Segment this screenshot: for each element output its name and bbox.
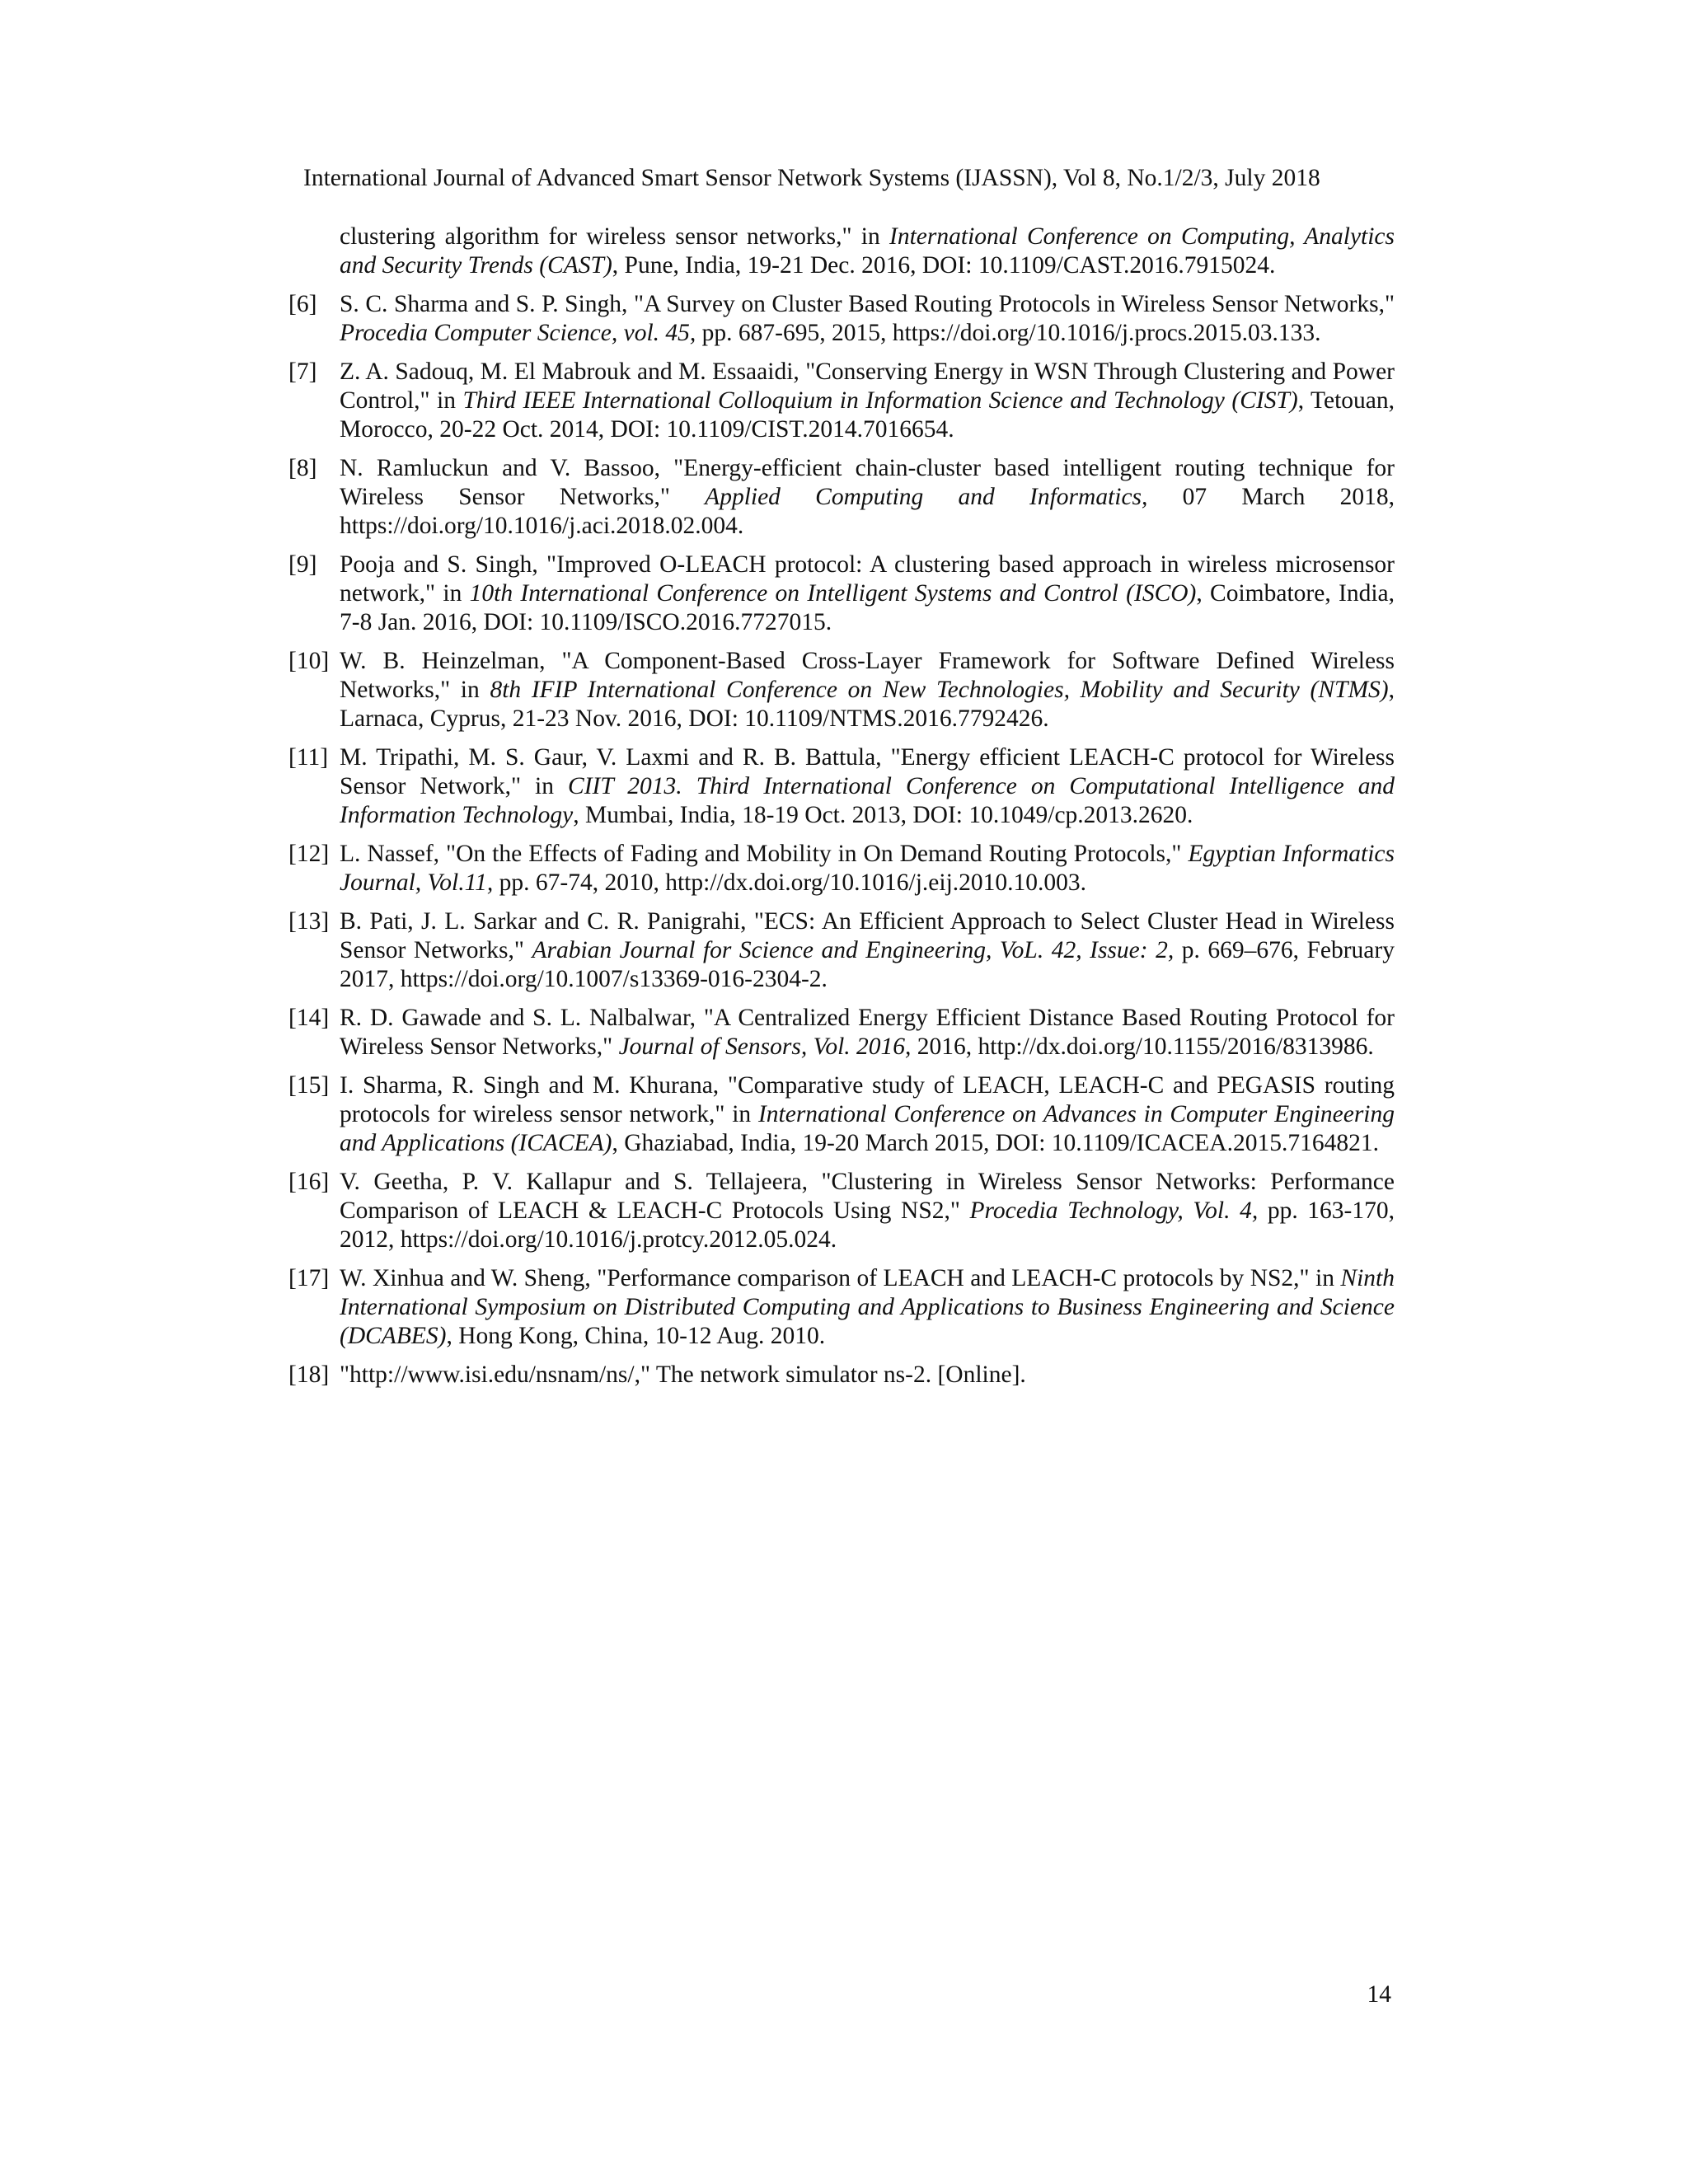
reference-number: [11] [288, 744, 329, 771]
reference-item [288, 1071, 1395, 1158]
reference-item [288, 551, 1395, 637]
reference-list [288, 223, 1395, 1399]
reference-text: M. Tripathi, M. S. Gaur, V. Laxmi and R. B. Battula, "Energy efficient LEACH-C protocol for Wireless Sensor Network," in [340, 744, 1395, 799]
reference-details: , Mumbai, India, 18-19 Oct. 2013, DOI: 10.1049/cp.2013.2620. [573, 802, 1193, 828]
reference-item [288, 840, 1395, 898]
reference-details: 2016, http://dx.doi.org/10.1155/2016/8313986. [911, 1033, 1374, 1060]
reference-details: p. 669–676, February 2017, https://doi.org/10.1007/s13369-016-2304-2. [340, 937, 1395, 992]
reference-text: S. C. Sharma and S. P. Singh, "A Survey on Cluster Based Routing Protocols in Wireless Sensor Networks," [340, 291, 1395, 317]
reference-venue: 8th IFIP International Conference on New Technologies, Mobility and Security (NTMS) [490, 677, 1389, 703]
reference-text: W. B. Heinzelman, "A Component-Based Cross-Layer Framework for Software Defined Wireless Networks," in [340, 648, 1395, 703]
reference-text: Z. A. Sadouq, M. El Mabrouk and M. Essaaidi, "Conserving Energy in WSN Through Clustering and Power Control," in [340, 359, 1395, 414]
reference-number: [15] [288, 1072, 330, 1099]
reference-venue: Procedia Computer Science, vol. 45, [340, 320, 696, 346]
reference-number: [8] [288, 455, 317, 481]
reference-venue: Arabian Journal for Science and Engineering, VoL. 42, Issue: 2, [532, 937, 1175, 963]
reference-number: [6] [288, 291, 317, 317]
reference-item [288, 358, 1395, 444]
reference-venue: International Conference on Advances in Computer Engineering and Applications (ICACEA) [340, 1101, 1395, 1156]
running-header: International Journal of Advanced Smart Sensor Network Systems (IJASSN), Vol 8, No.1/2/3, July 2018 [303, 165, 1320, 191]
reference-venue: CIIT 2013. Third International Conference on Computational Intelligence and Information Technology [340, 773, 1395, 828]
reference-number: [10] [288, 648, 330, 674]
reference-item [288, 743, 1395, 830]
reference-text: V. Geetha, P. V. Kallapur and S. Tellajeera, "Clustering in Wireless Sensor Networks: Performance Comparison of LEACH & LEACH-C Protocols Using NS2," [340, 1169, 1395, 1224]
reference-details: pp. 163-170, 2012, https://doi.org/10.1016/j.protcy.2012.05.024. [340, 1197, 1395, 1253]
reference-details: pp. 687-695, 2015, https://doi.org/10.1016/j.procs.2015.03.133. [696, 320, 1321, 346]
reference-item [288, 454, 1395, 541]
reference-number: [13] [288, 908, 330, 935]
reference-item [288, 223, 1395, 280]
reference-details: pp. 67-74, 2010, http://dx.doi.org/10.1016/j.eij.2010.10.003. [493, 869, 1087, 896]
reference-text: B. Pati, J. L. Sarkar and C. R. Panigrahi, "ECS: An Efficient Approach to Select Cluster Head in Wireless Sensor Networks," [340, 908, 1395, 963]
reference-details: 07 March 2018, https://doi.org/10.1016/j.aci.2018.02.004. [340, 484, 1395, 539]
page-number: 14 [1367, 1981, 1391, 2008]
reference-text: R. D. Gawade and S. L. Nalbalwar, "A Centralized Energy Efficient Distance Based Routing Protocol for Wireless Sensor Networks," [340, 1005, 1395, 1060]
reference-venue: Journal of Sensors, Vol. 2016, [618, 1033, 912, 1060]
reference-details: , Larnaca, Cyprus, 21-23 Nov. 2016, DOI: 10.1109/NTMS.2016.7792426. [340, 677, 1395, 732]
reference-venue: International Conference on Computing, Analytics and Security Trends (CAST) [340, 223, 1395, 279]
reference-venue: Procedia Technology, Vol. 4, [969, 1197, 1259, 1224]
reference-number: [16] [288, 1169, 330, 1195]
reference-details: , Coimbatore, India, 7-8 Jan. 2016, DOI: 10.1109/ISCO.2016.7727015. [340, 580, 1395, 635]
reference-details: , Hong Kong, China, 10-12 Aug. 2010. [446, 1323, 826, 1349]
reference-venue: Ninth International Symposium on Distributed Computing and Applications to Business Engineering and Science (DCABES) [340, 1265, 1395, 1349]
reference-details: , Ghaziabad, India, 19-20 March 2015, DOI: 10.1109/ICACEA.2015.7164821. [612, 1130, 1379, 1156]
reference-venue: 10th International Conference on Intelligent Systems and Control (ISCO) [469, 580, 1197, 607]
reference-text: W. Xinhua and W. Sheng, "Performance comparison of LEACH and LEACH-C protocols by NS2," in [340, 1265, 1341, 1291]
reference-text: L. Nassef, "On the Effects of Fading and Mobility in On Demand Routing Protocols," [340, 841, 1189, 867]
reference-item [288, 1264, 1395, 1351]
reference-venue: Applied Computing and Informatics, [705, 484, 1148, 510]
reference-details: , Tetouan, Morocco, 20-22 Oct. 2014, DOI: 10.1109/CIST.2014.7016654. [340, 387, 1395, 443]
reference-item [288, 290, 1395, 348]
reference-item [288, 1168, 1395, 1254]
reference-text: clustering algorithm for wireless sensor networks," in [340, 223, 890, 250]
reference-text: N. Ramluckun and V. Bassoo, "Energy-efficient chain-cluster based intelligent routing technique for Wireless Sensor Networks," [340, 455, 1395, 510]
reference-item [288, 647, 1395, 733]
reference-venue: Egyptian Informatics Journal, Vol.11, [340, 841, 1395, 896]
reference-text: I. Sharma, R. Singh and M. Khurana, "Comparative study of LEACH, LEACH-C and PEGASIS routing protocols for wireless sensor network," in [340, 1072, 1395, 1127]
reference-text: "http://www.isi.edu/nsnam/ns/," The network simulator ns-2. [Online]. [340, 1361, 1026, 1388]
reference-number: [7] [288, 359, 317, 385]
reference-number: [17] [288, 1265, 330, 1291]
reference-text: Pooja and S. Singh, "Improved O-LEACH protocol: A clustering based approach in wireless microsensor network," in [340, 551, 1395, 607]
reference-details: , Pune, India, 19-21 Dec. 2016, DOI: 10.1109/CAST.2016.7915024. [612, 252, 1276, 279]
reference-number: [18] [288, 1361, 330, 1388]
reference-item [288, 1004, 1395, 1062]
reference-item [288, 907, 1395, 994]
reference-item [288, 1361, 1395, 1390]
reference-number: [12] [288, 841, 330, 867]
reference-number: [14] [288, 1005, 330, 1031]
reference-venue: Third IEEE International Colloquium in Information Science and Technology (CIST) [462, 387, 1298, 414]
reference-number: [9] [288, 551, 317, 578]
